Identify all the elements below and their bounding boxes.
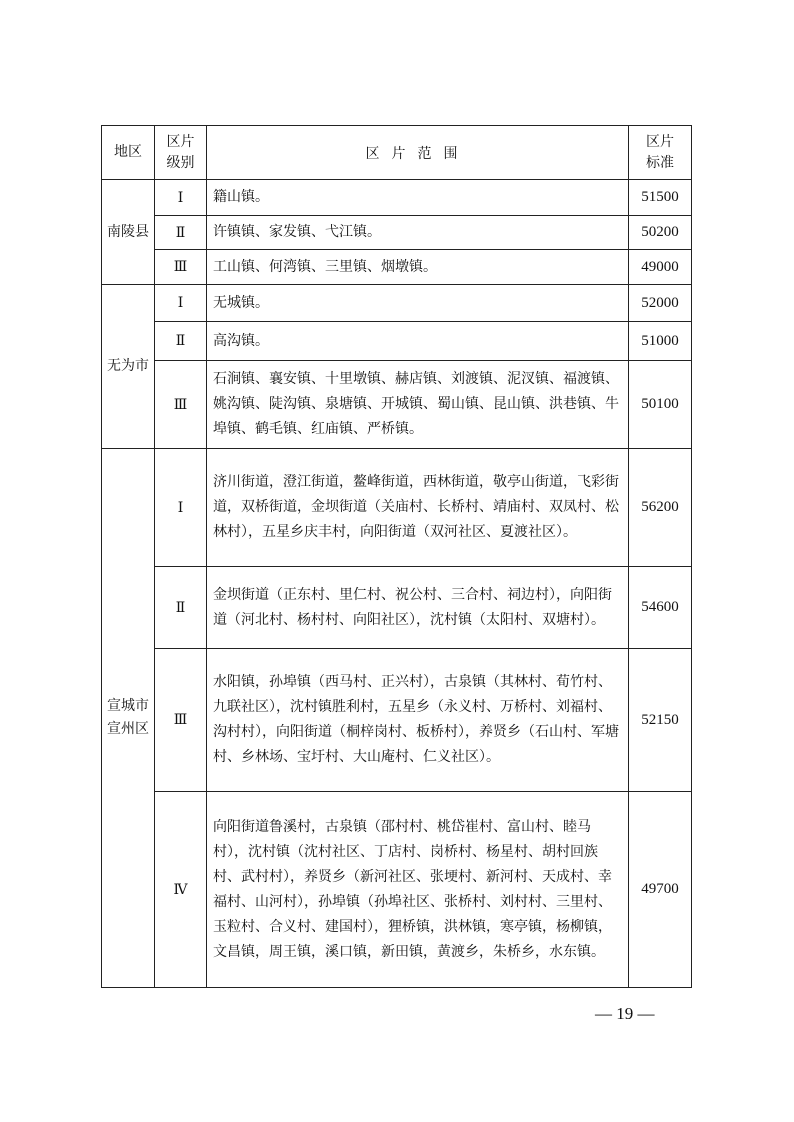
zone-standard: 50200	[629, 216, 692, 250]
zone-scope: 石涧镇、襄安镇、十里墩镇、赫店镇、刘渡镇、泥汊镇、福渡镇、姚沟镇、陡沟镇、泉塘镇、开城镇、蜀山镇、昆山镇、洪巷镇、牛埠镇、鹤毛镇、红庙镇、严桥镇。	[207, 361, 629, 449]
zone-level: Ⅰ	[155, 449, 207, 567]
region-name: 无为市	[102, 285, 155, 449]
zone-standard: 49700	[629, 792, 692, 988]
zone-scope: 金坝街道（正东村、里仁村、祝公村、三合村、祠边村），向阳街道（河北村、杨村村、向阳社区），沈村镇（太阳村、双塘村）。	[207, 567, 629, 649]
header-region: 地区	[102, 126, 155, 180]
zone-scope: 工山镇、何湾镇、三里镇、烟墩镇。	[207, 250, 629, 285]
table-row	[102, 567, 692, 649]
header-level-line2: 级别	[166, 154, 195, 171]
zone-standard: 52150	[629, 649, 692, 792]
table-row	[102, 322, 692, 361]
header-scope: 区片范围	[207, 126, 629, 180]
zone-standard: 52000	[629, 285, 692, 322]
zone-level: Ⅰ	[155, 285, 207, 322]
zone-scope: 许镇镇、家发镇、弋江镇。	[207, 216, 629, 250]
zone-level: Ⅱ	[155, 322, 207, 361]
page-number: — 19 —	[595, 1004, 655, 1023]
region-name	[102, 449, 155, 988]
zone-standard: 54600	[629, 567, 692, 649]
region-name-line2: 宣州区	[107, 721, 149, 737]
table-row	[102, 792, 692, 988]
zone-scope: 济川街道，澄江街道，鳌峰街道，西林街道，敬亭山街道，飞彩街道，双桥街道，金坝街道（关庙村、长桥村、靖庙村、双凤村、松林村），五星乡庆丰村，向阳街道（双河社区、夏渡社区）。	[207, 449, 629, 567]
zone-scope: 籍山镇。	[207, 180, 629, 216]
zone-standard: 51000	[629, 322, 692, 361]
zone-level: Ⅱ	[155, 567, 207, 649]
zone-standard: 50100	[629, 361, 692, 449]
table-header-row	[102, 126, 692, 180]
zone-level: Ⅲ	[155, 361, 207, 449]
zone-standard: 51500	[629, 180, 692, 216]
zone-scope: 无城镇。	[207, 285, 629, 322]
zone-standard: 49000	[629, 250, 692, 285]
table-row	[102, 216, 692, 250]
zone-level: Ⅰ	[155, 180, 207, 216]
land-zone-price-table	[101, 125, 692, 988]
zone-standard: 56200	[629, 449, 692, 567]
zone-level: Ⅲ	[155, 649, 207, 792]
zone-scope: 高沟镇。	[207, 322, 629, 361]
zone-level: Ⅳ	[155, 792, 207, 988]
table-row	[102, 361, 692, 449]
table-row	[102, 250, 692, 285]
header-level	[155, 126, 207, 180]
table-row	[102, 180, 692, 216]
zone-scope: 向阳街道鲁溪村，古泉镇（邵村村、桃岱崔村、富山村、睦马村），沈村镇（沈村社区、丁店村、岗桥村、杨星村、胡村回族村、武村村），养贤乡（新河社区、张埂村、新河村、天成村、幸福村、山河村），孙埠镇（孙埠社区、张桥村、刘村村、三里村、玉粒村、合义村、建国村），狸桥镇，洪林镇，寒亭镇，杨柳镇，文昌镇，周王镇，溪口镇，新田镇，黄渡乡，朱桥乡，水东镇。	[207, 792, 629, 988]
table-row	[102, 449, 692, 567]
region-name-line1: 宣城市	[107, 698, 149, 714]
zone-scope: 水阳镇，孙埠镇（西马村、正兴村），古泉镇（其林村、荀竹村、九联社区），沈村镇胜利村，五星乡（永义村、万桥村、刘福村、沟村村），向阳街道（桐梓岗村、板桥村），养贤乡（石山村、军塘村、乡林场、宝圩村、大山庵村、仁义社区）。	[207, 649, 629, 792]
header-level-line1: 区片	[166, 133, 195, 150]
table-row	[102, 649, 692, 792]
header-standard	[629, 126, 692, 180]
table-row	[102, 285, 692, 322]
header-standard-line2: 标准	[646, 154, 674, 171]
zone-level: Ⅲ	[155, 250, 207, 285]
zone-level: Ⅱ	[155, 216, 207, 250]
region-name: 南陵县	[102, 180, 155, 285]
header-standard-line1: 区片	[646, 133, 674, 150]
